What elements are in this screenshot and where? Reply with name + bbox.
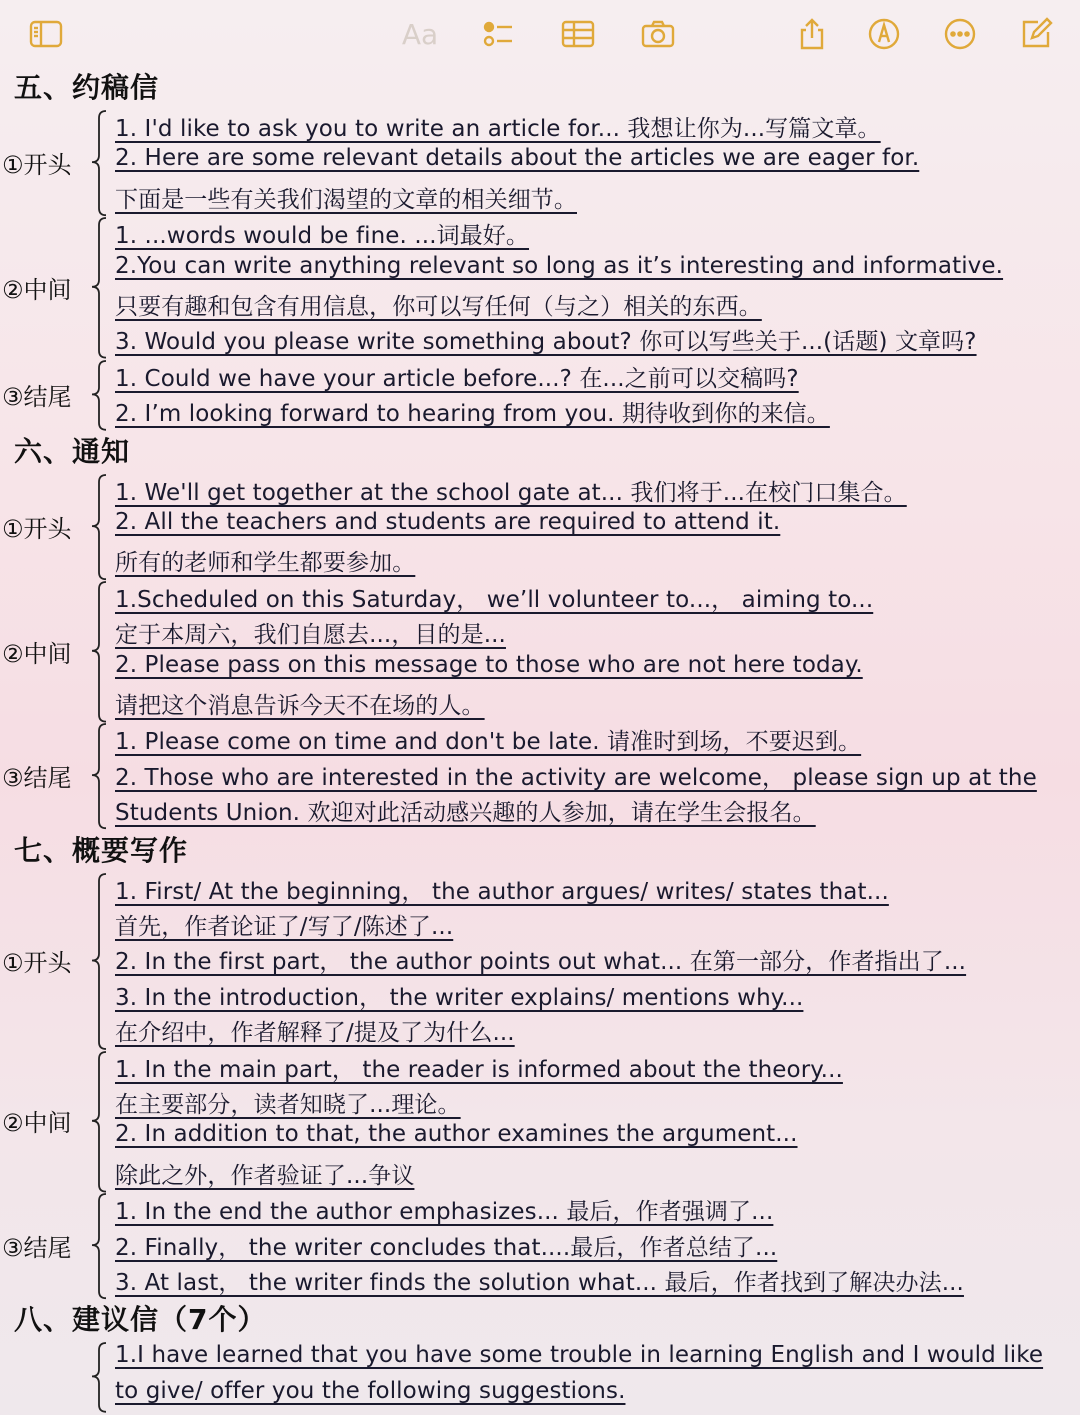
text-format-icon[interactable]: Aa (401, 17, 439, 51)
outline-line: 1. Could we have your article before...? 在...之前可以交稿吗? (115, 365, 799, 392)
share-icon[interactable] (792, 14, 832, 54)
outline-group (0, 1049, 1080, 1191)
outline-line: 2. Finally， the writer concludes that....最后，作者总结了... (115, 1234, 778, 1261)
outline-line: 2. In addition to that, the author examines the argument... (115, 1121, 798, 1148)
outline-group (0, 1340, 1080, 1411)
outline-line: to give/ offer you the following suggestions. (115, 1377, 626, 1404)
outline-line: 1. We'll get together at the school gate at... 我们将于...在校门口集合。 (115, 479, 907, 506)
brace-icon (88, 1340, 110, 1415)
outline-line: 2. I’m looking forward to hearing from you. 期待收到你的来信。 (115, 401, 830, 428)
outline-group (0, 358, 1080, 429)
outline-line: 1. ...words would be fine. ...词最好。 (115, 223, 530, 250)
more-icon[interactable] (940, 14, 980, 54)
outline-line: 在介绍中，作者解释了/提及了为什么... (115, 1020, 515, 1047)
compose-icon[interactable] (1016, 14, 1056, 54)
outline-group (0, 1191, 1080, 1297)
group-label: ②中间 (2, 639, 72, 668)
markup-icon[interactable] (864, 14, 904, 54)
outline-line: 下面是一些有关我们渴望的文章的相关细节。 (115, 186, 577, 213)
camera-icon[interactable] (638, 14, 678, 54)
outline-line: 3. At last， the writer finds the solution what... 最后，作者找到了解决办法... (115, 1269, 964, 1296)
notes-toolbar (0, 0, 1080, 70)
outline-line: 1.Scheduled on this Saturday， we’ll volunteer to...， aiming to... (115, 586, 874, 613)
table-icon[interactable] (558, 14, 598, 54)
outline-group (0, 108, 1080, 214)
brace-icon (88, 871, 110, 1052)
outline-line: Students Union. 欢迎对此活动感兴趣的人参加，请在学生会报名。 (115, 800, 816, 827)
outline-line: 2.You can write anything relevant so long as it’s interesting and informative. (115, 252, 1004, 279)
group-label: ①开头 (2, 514, 72, 543)
brace-icon (88, 1191, 110, 1301)
outline-line: 1. In the main part， the reader is informed about the theory... (115, 1056, 843, 1083)
brace-icon (88, 721, 110, 831)
outline-line: 除此之外，作者验证了...争议 (115, 1162, 415, 1189)
outline-line: 1.I have learned that you have some trouble in learning English and I would like (115, 1342, 1044, 1369)
outline-line: 1. In the end the author emphasizes... 最后，作者强调了... (115, 1199, 774, 1226)
outline-line: 定于本周六，我们自愿去...，目的是... (115, 622, 506, 649)
group-label: ③结尾 (2, 764, 72, 793)
outline-line: 所有的老师和学生都要参加。 (115, 550, 416, 577)
brace-icon (88, 215, 110, 361)
brace-icon (88, 579, 110, 725)
outline-line: 1. Please come on time and don't be late. 请准时到场，不要迟到。 (115, 729, 862, 756)
outline-group (0, 871, 1080, 1048)
section-title: 八、建议信（7个） (14, 1303, 267, 1337)
brace-icon (88, 1049, 110, 1195)
brace-icon (88, 358, 110, 433)
outline-group (0, 579, 1080, 721)
outline-line: 1. First/ At the beginning， the author argues/ writes/ states that... (115, 878, 889, 905)
outline-line: 2. Those who are interested in the activity are welcome， please sign up at the (115, 764, 1037, 791)
outline-line: 在主要部分，读者知晓了...理论。 (115, 1091, 461, 1118)
outline-line: 2. In the first part， the author points out what... 在第一部分，作者指出了... (115, 949, 967, 976)
group-label: ③结尾 (2, 1234, 72, 1263)
outline-line: 请把这个消息告诉今天不在场的人。 (115, 692, 485, 719)
sidebar-icon[interactable] (26, 14, 66, 54)
outline-line: 2. Here are some relevant details about the articles we are eager for. (115, 145, 920, 172)
outline-line: 首先，作者论证了/写了/陈述了... (115, 913, 454, 940)
section-title: 七、概要写作 (14, 833, 189, 867)
group-label: ②中间 (2, 1109, 72, 1138)
brace-icon (88, 108, 110, 218)
group-label: ②中间 (2, 275, 72, 304)
outline-group (0, 472, 1080, 578)
group-label: ①开头 (2, 949, 72, 978)
outline-line: 3. In the introduction， the writer explains/ mentions why... (115, 984, 804, 1011)
outline-group (0, 215, 1080, 357)
group-label: ③结尾 (2, 383, 72, 412)
outline-line: 2. All the teachers and students are required to attend it. (115, 508, 781, 535)
brace-icon (88, 472, 110, 582)
outline-line: 1. I'd like to ask you to write an article for... 我想让你为...写篇文章。 (115, 116, 881, 142)
group-label: ①开头 (2, 151, 72, 180)
outline-line: 2. Please pass on this message to those who are not here today. (115, 651, 863, 678)
outline-group (0, 721, 1080, 827)
section-title: 六、通知 (14, 434, 131, 468)
checklist-icon[interactable] (478, 14, 518, 54)
section-title: 五、约稿信 (14, 71, 160, 104)
outline-line: 只要有趣和包含有用信息，你可以写任何（与之）相关的东西。 (115, 293, 762, 320)
outline-line: 3. Would you please write something about? 你可以写些关于...(话题) 文章吗? (115, 329, 977, 356)
